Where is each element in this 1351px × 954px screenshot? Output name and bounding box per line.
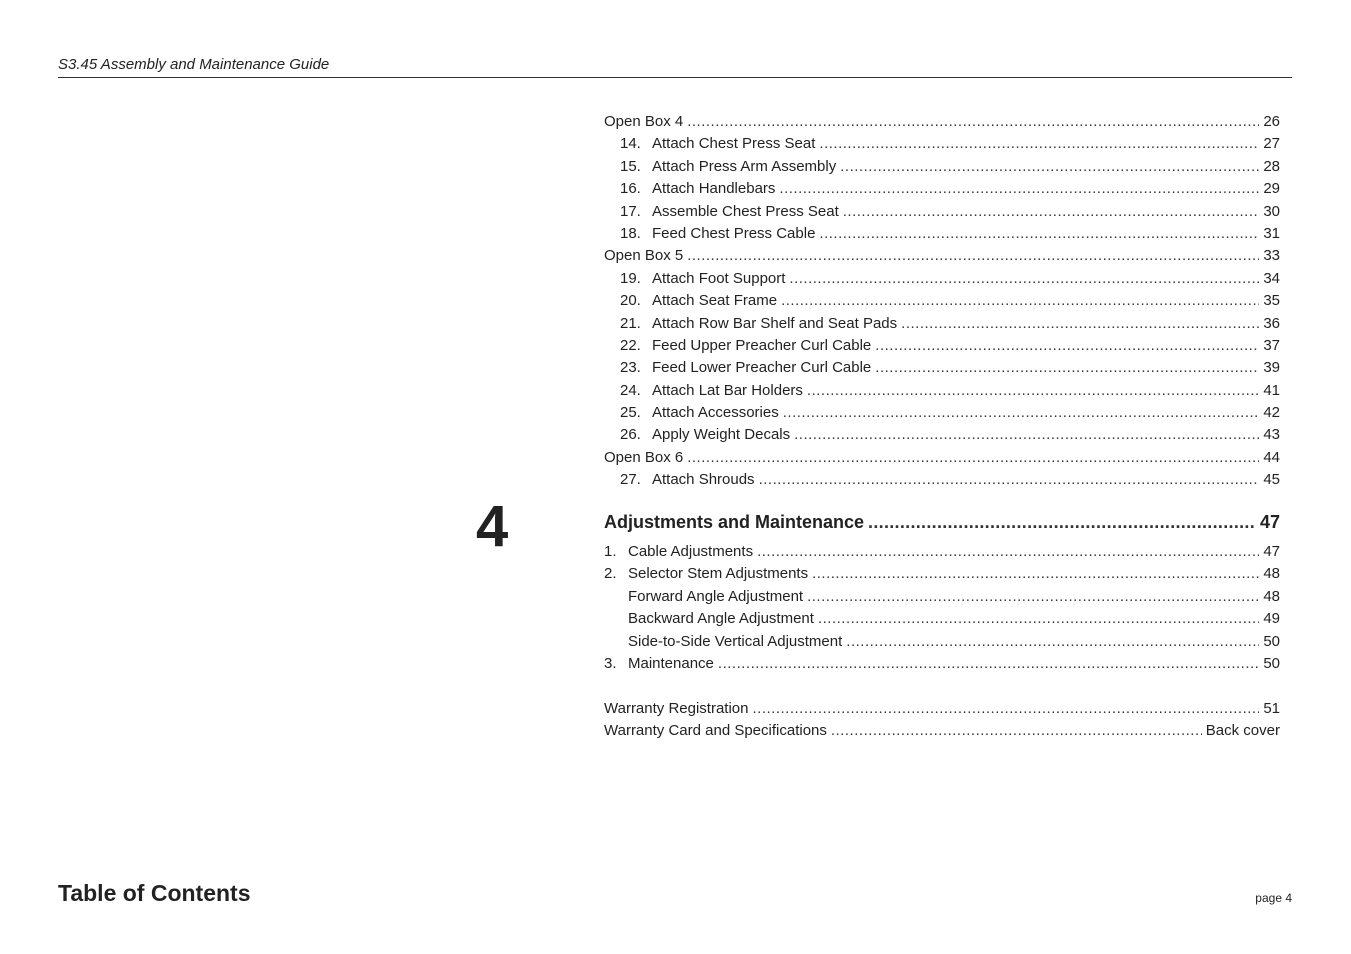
toc-leader-dots (875, 335, 1259, 357)
toc-entry-page: 44 (1263, 448, 1280, 466)
toc-entry[interactable] (604, 541, 1280, 563)
toc-entry-label: Attach Press Arm Assembly (652, 157, 837, 175)
footer-title: Table of Contents (58, 880, 251, 906)
toc-entry-page: 30 (1263, 202, 1280, 220)
toc-leader-dots (819, 133, 1259, 155)
toc-leader-dots (819, 223, 1259, 245)
toc-entry-number: 24. (620, 381, 641, 399)
toc-entry-label: Attach Row Bar Shelf and Seat Pads (652, 314, 898, 332)
toc-leader-dots (757, 541, 1259, 563)
toc-entry-label: Open Box 4 (604, 113, 684, 130)
toc-entry-page: 34 (1263, 269, 1280, 287)
toc-entry[interactable] (604, 653, 1280, 675)
toc-entry-label: Attach Accessories (652, 404, 779, 422)
toc-entry-page: 26 (1263, 113, 1280, 130)
toc-entry[interactable] (604, 268, 1280, 290)
toc-entry-label: Attach Handlebars (652, 180, 776, 198)
toc-entry-page: 43 (1263, 426, 1280, 444)
toc-entry-label: Maintenance (628, 654, 714, 672)
toc-entry-label: Warranty Registration (604, 700, 749, 717)
toc-entry-number: 20. (620, 292, 641, 310)
toc-entry-label: Attach Foot Support (652, 269, 786, 287)
toc-entry-number: 18. (620, 224, 641, 242)
document-header-title: S3.45 Assembly and Maintenance Guide (58, 56, 330, 73)
toc-entry-page: 37 (1263, 336, 1280, 354)
toc-entry[interactable] (604, 156, 1280, 178)
toc-entry-number: 26. (620, 426, 641, 444)
toc-leader-dots (759, 469, 1260, 491)
toc-entry-label: Attach Chest Press Seat (652, 135, 816, 153)
toc-leader-dots (781, 290, 1259, 312)
toc-entry[interactable] (604, 608, 1280, 630)
toc-leader-dots (831, 720, 1202, 742)
toc-entry-page: 47 (1263, 543, 1280, 560)
toc-entry-page: 47 (1259, 512, 1280, 532)
toc-entry-page: 51 (1263, 700, 1280, 717)
toc-entry-number: 27. (620, 471, 641, 489)
toc-entry[interactable] (604, 424, 1280, 446)
toc-leader-dots (794, 424, 1259, 446)
toc-entry-label: Cable Adjustments (628, 543, 754, 560)
toc-entry[interactable] (604, 469, 1280, 491)
toc-entry-page: 50 (1263, 654, 1280, 672)
toc-entry-label: Side-to-Side Vertical Adjustment (628, 632, 843, 650)
toc-entry[interactable] (604, 357, 1280, 379)
toc-bottom-list (604, 698, 1280, 743)
header-rule (58, 77, 1292, 78)
toc-leader-dots (807, 586, 1259, 608)
toc-entry[interactable] (604, 223, 1280, 245)
toc-entry[interactable] (604, 245, 1280, 267)
toc-entry-page: 42 (1263, 404, 1280, 422)
toc-entry-number: 23. (620, 359, 641, 377)
toc-entry-label: Apply Weight Decals (652, 426, 791, 444)
toc-entry[interactable] (604, 201, 1280, 223)
toc-leader-dots (875, 357, 1259, 379)
toc-entry-label: Open Box 6 (604, 448, 684, 466)
toc-entry-page: 36 (1263, 314, 1280, 332)
toc-entry-label: Backward Angle Adjustment (628, 610, 814, 628)
toc-entry-label: Adjustments and Maintenance (604, 512, 865, 532)
toc-entry-number: 2. (604, 565, 617, 583)
toc-leader-dots (789, 268, 1259, 290)
toc-entry-page: 39 (1263, 359, 1280, 377)
toc-entry-number: 3. (604, 654, 617, 672)
toc-leader-dots (807, 380, 1259, 402)
toc-entry-label: Attach Shrouds (652, 471, 755, 489)
toc-leader-dots (718, 653, 1259, 675)
toc-entry[interactable] (604, 313, 1280, 335)
toc-entry-number: 14. (620, 135, 641, 153)
toc-entry-number: 17. (620, 202, 641, 220)
toc-entry-page: 49 (1263, 610, 1280, 628)
toc-entry-label: Attach Lat Bar Holders (652, 381, 803, 399)
toc-entry-number: 22. (620, 336, 641, 354)
toc-leader-dots (687, 245, 1259, 267)
toc-section-list (604, 541, 1280, 675)
toc-entry-label: Selector Stem Adjustments (628, 565, 809, 583)
toc-top-list (604, 111, 1280, 492)
toc-entry-number: 25. (620, 404, 641, 422)
toc-entry-page: 45 (1263, 471, 1280, 489)
toc-leader-dots (901, 313, 1259, 335)
toc-leader-dots (687, 111, 1259, 133)
toc-entry-page: Back cover (1205, 722, 1280, 740)
toc-leader-dots (843, 201, 1260, 223)
toc-entry-page: 50 (1263, 632, 1280, 650)
toc-leader-dots (687, 447, 1259, 469)
toc-leader-dots (846, 631, 1259, 653)
toc-entry[interactable] (604, 111, 1280, 133)
toc-entry[interactable] (604, 335, 1280, 357)
toc-entry[interactable] (604, 698, 1280, 720)
toc-entry-number: 21. (620, 314, 641, 332)
toc-entry[interactable] (604, 720, 1280, 742)
toc-entry-number: 1. (604, 543, 617, 560)
toc-entry-number: 15. (620, 157, 641, 175)
toc-leader-dots (812, 563, 1259, 585)
toc-entry[interactable] (604, 507, 1280, 537)
page-number-label: page 4 (1255, 891, 1292, 905)
toc-entry-label: Assemble Chest Press Seat (652, 202, 839, 220)
toc-entry[interactable] (604, 380, 1280, 402)
toc-leader-dots (753, 698, 1260, 720)
toc-entry-page: 29 (1263, 180, 1280, 198)
toc-entry-label: Forward Angle Adjustment (628, 587, 804, 605)
toc-leader-dots (868, 507, 1256, 537)
toc-entry[interactable] (604, 586, 1280, 608)
toc-entry[interactable] (604, 402, 1280, 424)
toc-entry-page: 35 (1263, 292, 1280, 310)
toc-leader-dots (840, 156, 1259, 178)
toc-leader-dots (779, 178, 1259, 200)
toc-leader-dots (818, 608, 1259, 630)
toc-entry-label: Attach Seat Frame (652, 292, 778, 310)
toc-leader-dots (783, 402, 1260, 424)
toc-entry[interactable] (604, 631, 1280, 653)
toc-entry[interactable] (604, 178, 1280, 200)
toc-entry[interactable] (604, 290, 1280, 312)
toc-entry-page: 27 (1263, 135, 1280, 153)
toc-entry-label: Feed Upper Preacher Curl Cable (652, 336, 872, 354)
toc-entry-number: 16. (620, 180, 641, 198)
toc-entry-page: 28 (1263, 157, 1280, 175)
toc-entry-label: Open Box 5 (604, 247, 684, 265)
toc-entry[interactable] (604, 447, 1280, 469)
chapter-number: 4 (476, 494, 509, 559)
toc-entry-label: Warranty Card and Specifications (604, 722, 827, 740)
toc-section-heading (604, 507, 1280, 537)
toc-entry-label: Feed Lower Preacher Curl Cable (652, 359, 872, 377)
toc-entry-page: 48 (1263, 565, 1280, 583)
toc-entry[interactable] (604, 133, 1280, 155)
toc-entry-label: Feed Chest Press Cable (652, 224, 816, 242)
toc-entry-page: 33 (1263, 247, 1280, 265)
toc-entry[interactable] (604, 563, 1280, 585)
toc-entry-page: 31 (1263, 224, 1280, 242)
toc-entry-page: 41 (1263, 381, 1280, 399)
toc-entry-number: 19. (620, 269, 641, 287)
toc-entry-page: 48 (1263, 587, 1280, 605)
